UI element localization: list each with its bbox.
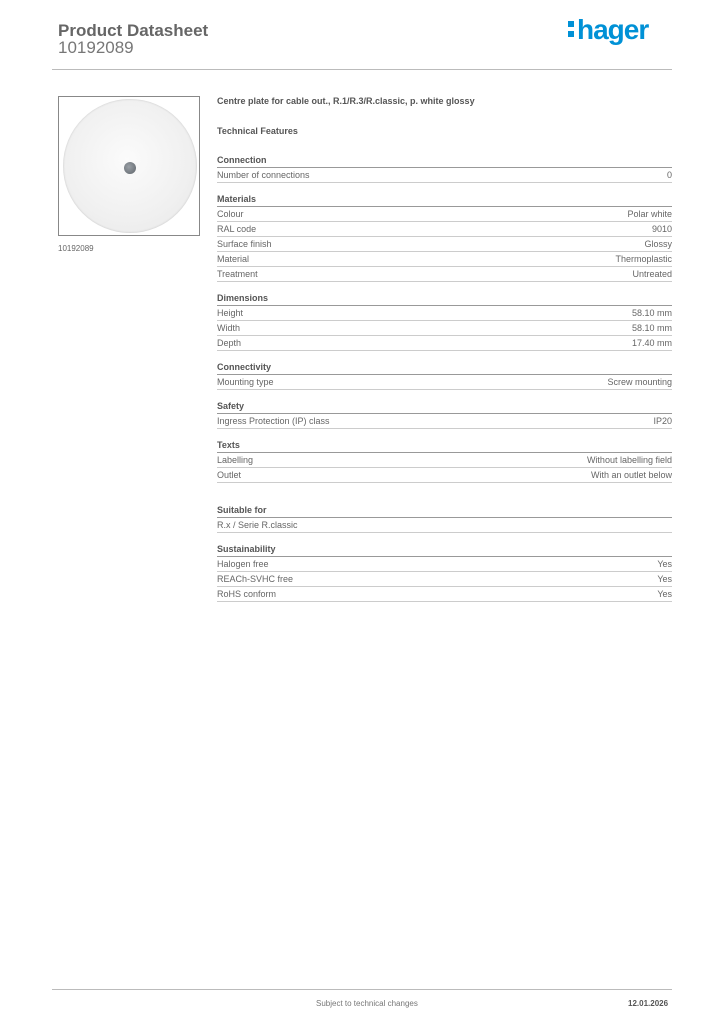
spec-row: [217, 168, 672, 183]
spec-row: [217, 306, 672, 321]
spec-row: [217, 237, 672, 252]
spec-label: R.x / Serie R.classic: [217, 520, 298, 530]
spec-value: 17.40 mm: [631, 338, 672, 348]
spec-row: [217, 336, 672, 351]
logo-colon-icon: [568, 18, 574, 38]
spec-row: [217, 572, 672, 587]
product-description: Centre plate for cable out., R.1/R.3/R.classic, p. white glossy: [217, 96, 475, 106]
spec-label: Width: [217, 323, 241, 333]
spec-value: 9010: [651, 224, 672, 234]
section-title: Dimensions: [217, 293, 672, 306]
spec-value: Untreated: [632, 269, 672, 279]
section-title: Sustainability: [217, 544, 672, 557]
product-image: [58, 96, 200, 236]
datasheet-content: [217, 96, 672, 602]
spec-value: Glossy: [644, 239, 672, 249]
spec-value: 58.10 mm: [631, 323, 672, 333]
section-suitable-for: [217, 505, 672, 533]
section-dimensions: [217, 293, 672, 351]
spec-row: [217, 222, 672, 237]
section-texts: [217, 440, 672, 483]
footer-date: 12.01.2026: [628, 999, 669, 1008]
page-title: Product Datasheet: [58, 21, 209, 40]
spec-row: [217, 518, 672, 533]
spec-row: [217, 414, 672, 429]
spec-label: Halogen free: [217, 559, 269, 569]
spec-label: Material: [217, 254, 250, 264]
spec-value: Polar white: [627, 209, 672, 219]
spec-value: 58.10 mm: [631, 308, 672, 318]
spec-label: RAL code: [217, 224, 257, 234]
section-title: Suitable for: [217, 505, 672, 518]
spec-label: Mounting type: [217, 377, 274, 387]
spec-row: [217, 453, 672, 468]
spec-row: [217, 207, 672, 222]
spec-label: Number of connections: [217, 170, 310, 180]
spec-value: Screw mounting: [607, 377, 672, 387]
spec-value: Yes: [657, 589, 672, 599]
spec-value: IP20: [653, 416, 672, 426]
section-title: Materials: [217, 194, 672, 207]
section-connection: [217, 155, 672, 183]
spec-row: [217, 468, 672, 483]
spec-label: Labelling: [217, 455, 254, 465]
spec-row: [217, 557, 672, 572]
spec-label: Treatment: [217, 269, 258, 279]
centre-plate-image: [63, 99, 197, 233]
spec-label: RoHS conform: [217, 589, 277, 599]
spec-value: Yes: [657, 559, 672, 569]
cable-outlet-hole: [124, 162, 136, 174]
spec-value: Without labelling field: [586, 455, 672, 465]
spec-label: Surface finish: [217, 239, 272, 249]
spec-label: Ingress Protection (IP) class: [217, 416, 330, 426]
section-title: Connection: [217, 155, 672, 168]
section-connectivity: [217, 362, 672, 390]
spec-row: [217, 587, 672, 602]
section-materials: [217, 194, 672, 282]
header-divider: [52, 69, 672, 70]
hager-logo: [568, 14, 648, 46]
spec-row: [217, 252, 672, 267]
footer-divider: [52, 989, 672, 990]
logo-text: hager: [577, 14, 649, 45]
spec-row: [217, 267, 672, 282]
technical-features-heading: Technical Features: [217, 126, 298, 136]
spec-row: [217, 321, 672, 336]
spec-label: REACh-SVHC free: [217, 574, 294, 584]
product-number: 10192089: [58, 38, 134, 57]
spec-label: Height: [217, 308, 244, 318]
spec-value: 0: [666, 170, 672, 180]
spec-row: [217, 375, 672, 390]
spec-value: With an outlet below: [590, 470, 672, 480]
image-caption: 10192089: [58, 244, 94, 253]
spec-label: Colour: [217, 209, 244, 219]
section-sustainability: [217, 544, 672, 602]
spec-label: Outlet: [217, 470, 242, 480]
section-safety: [217, 401, 672, 429]
spec-value: Yes: [657, 574, 672, 584]
spec-label: Depth: [217, 338, 242, 348]
spec-value: Thermoplastic: [615, 254, 672, 264]
footer-note: Subject to technical changes: [316, 999, 418, 1008]
section-title: Texts: [217, 440, 672, 453]
section-title: Safety: [217, 401, 672, 414]
section-title: Connectivity: [217, 362, 672, 375]
